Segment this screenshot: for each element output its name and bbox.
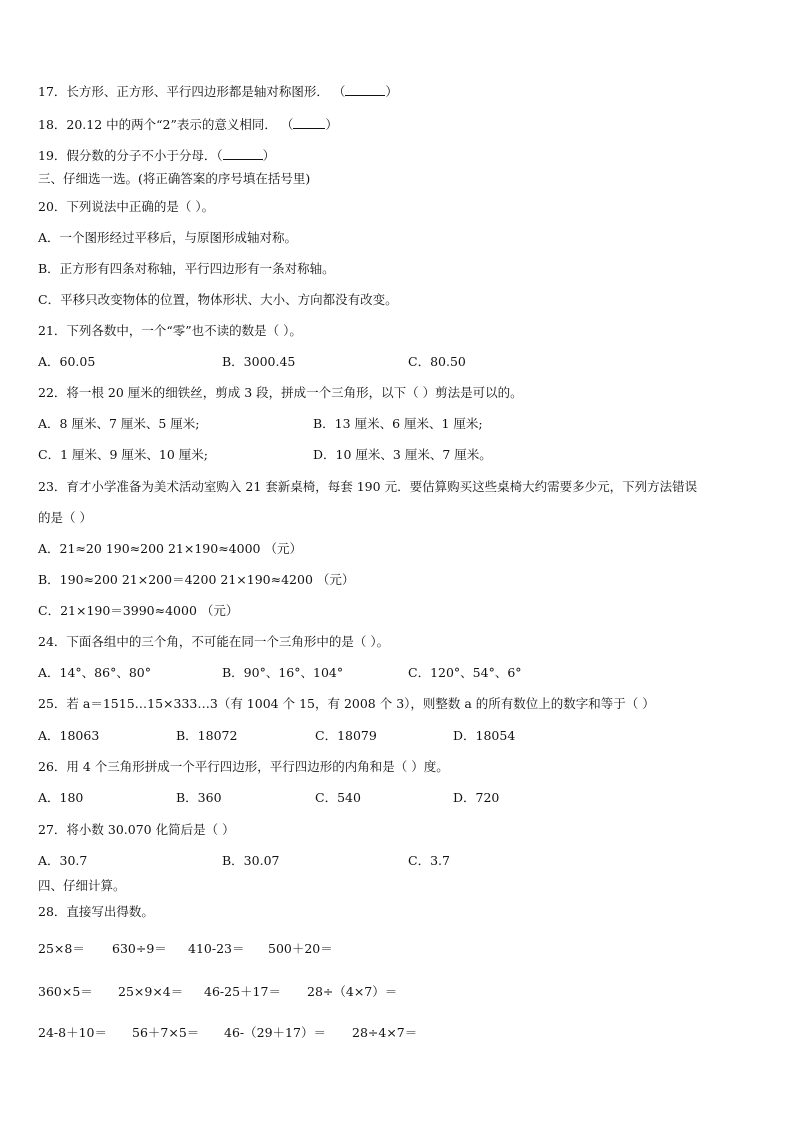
question-26-stem: 26．用 4 个三角形拼成一个平行四边形，平行四边形的内角和是（ ）度。	[38, 759, 449, 774]
question-19-close: ）	[262, 148, 276, 163]
calc-item: 410-23＝	[188, 941, 245, 956]
section-4-heading: 四、仔细计算。	[38, 878, 126, 893]
answer-blank-17[interactable]	[345, 82, 385, 96]
question-25-option-c[interactable]: C．18079	[315, 728, 377, 743]
question-17	[38, 82, 398, 101]
answer-blank-18[interactable]	[293, 115, 325, 129]
question-17-text: 17．长方形、正方形、平行四边形都是轴对称图形． （	[38, 84, 346, 99]
question-28-stem: 28．直接写出得数。	[38, 904, 154, 919]
question-24-option-b[interactable]: B．90°、16°、104°	[222, 665, 344, 680]
question-20-option-a[interactable]: A．一个图形经过平移后，与原图形成轴对称。	[38, 230, 298, 245]
question-22-option-b[interactable]: B．13 厘米、6 厘米、1 厘米;	[313, 416, 483, 431]
question-22-stem: 22．将一根 20 厘米的细铁丝，剪成 3 段，拼成一个三角形，以下（ ）剪法是可以的。	[38, 385, 523, 400]
question-25-option-a[interactable]: A．18063	[38, 728, 100, 743]
question-26-option-d[interactable]: D．720	[453, 790, 500, 805]
question-19	[38, 146, 275, 165]
calc-item: 46-25＋17＝	[204, 984, 281, 999]
calc-item: 28÷（4×7）＝	[307, 984, 398, 999]
question-23-stem-line2: 的是（ ）	[38, 510, 92, 525]
question-21-option-c[interactable]: C．80.50	[408, 354, 466, 369]
calc-item: 25×9×4＝	[118, 984, 184, 999]
calc-item: 630÷9＝	[112, 941, 167, 956]
calc-item: 500＋20＝	[268, 941, 333, 956]
question-22-option-c[interactable]: C．1 厘米、9 厘米、10 厘米;	[38, 447, 209, 462]
question-24-option-c[interactable]: C．120°、54°、6°	[408, 665, 522, 680]
calc-item: 24-8＋10＝	[38, 1025, 107, 1040]
question-22-option-d[interactable]: D．10 厘米、3 厘米、7 厘米。	[313, 447, 492, 462]
question-27-option-a[interactable]: A．30.7	[38, 853, 88, 868]
question-26-option-a[interactable]: A．180	[38, 790, 84, 805]
question-20-option-b[interactable]: B．正方形有四条对称轴，平行四边形有一条对称轴。	[38, 261, 335, 276]
question-20-stem: 20．下列说法中正确的是（ ）。	[38, 199, 215, 214]
question-23-option-c[interactable]: C．21×190＝3990≈4000 （元）	[38, 603, 239, 618]
calc-item: 25×8＝	[38, 941, 85, 956]
question-24-option-a[interactable]: A．14°、86°、80°	[38, 665, 151, 680]
question-26-option-b[interactable]: B．360	[176, 790, 222, 805]
question-25-option-b[interactable]: B．18072	[176, 728, 238, 743]
question-27-option-b[interactable]: B．30.07	[222, 853, 280, 868]
question-23-option-b[interactable]: B．190≈200 21×200＝4200 21×190≈4200 （元）	[38, 572, 355, 587]
question-25-stem: 25．若 a＝1515…15×333…3（有 1004 个 15，有 2008 个 3），则整数 a 的所有数位上的数字和等于（ ）	[38, 696, 655, 711]
calc-item: 56＋7×5＝	[132, 1025, 200, 1040]
question-24-stem: 24．下面各组中的三个角，不可能在同一个三角形中的是（ ）。	[38, 634, 390, 649]
calc-item: 360×5＝	[38, 984, 93, 999]
question-21-option-b[interactable]: B．3000.45	[222, 354, 296, 369]
question-26-option-c[interactable]: C．540	[315, 790, 361, 805]
question-18-close: ）	[325, 117, 338, 132]
section-3-heading: 三、仔细选一选。(将正确答案的序号填在括号里)	[38, 171, 311, 186]
question-27-option-c[interactable]: C．3.7	[408, 853, 450, 868]
question-17-close: ）	[385, 84, 398, 99]
calc-item: 46-（29＋17）＝	[224, 1025, 326, 1040]
question-20-option-c[interactable]: C．平移只改变物体的位置，物体形状、大小、方向都没有改变。	[38, 292, 398, 307]
question-18-text: 18．20.12 中的两个“2”表示的意义相同． （	[38, 117, 294, 132]
question-21-stem: 21．下列各数中，一个“零”也不读的数是（ ）。	[38, 323, 302, 338]
question-21-option-a[interactable]: A．60.05	[38, 354, 96, 369]
question-18	[38, 115, 338, 134]
question-25-option-d[interactable]: D．18054	[453, 728, 516, 743]
question-22-option-a[interactable]: A．8 厘米、7 厘米、5 厘米;	[38, 416, 200, 431]
question-23-stem-line1: 23．育才小学准备为美术活动室购入 21 套新桌椅，每套 190 元．要估算购买这些桌椅大约需要多少元，下列方法错误	[38, 479, 698, 494]
answer-blank-19[interactable]	[223, 146, 263, 160]
question-23-option-a[interactable]: A．21≈20 190≈200 21×190≈4000 （元）	[38, 541, 302, 556]
question-27-stem: 27．将小数 30.070 化简后是（ ）	[38, 822, 235, 837]
question-19-text: 19．假分数的分子不小于分母．（	[38, 148, 223, 163]
calc-item: 28÷4×7＝	[352, 1025, 418, 1040]
